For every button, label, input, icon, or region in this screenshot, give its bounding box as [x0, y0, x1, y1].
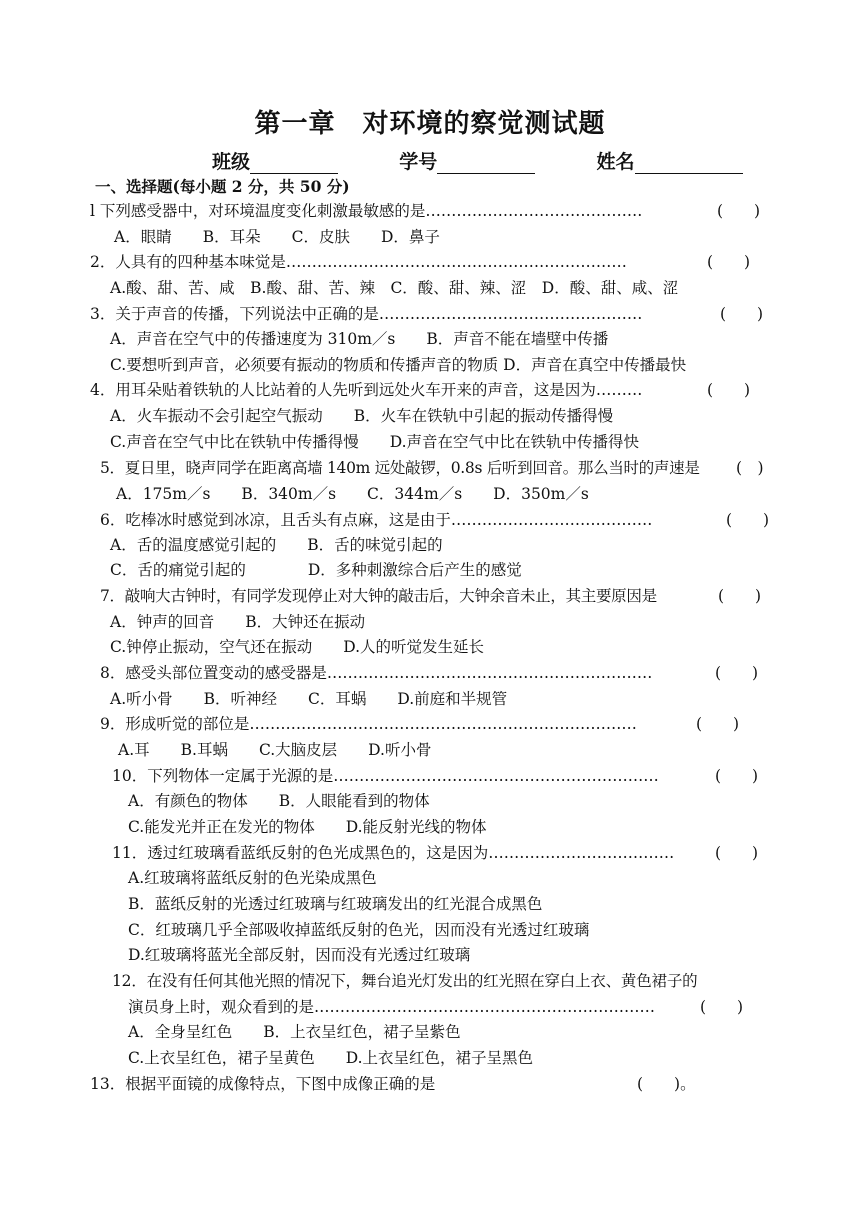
option-line: C.要想听到声音，必须要有振动的物质和传播声音的物质 D．声音在真空中传播最快 [110, 356, 687, 374]
option-line: C．红玻璃几乎全部吸收掉蓝纸反射的色光，因而没有光透过红玻璃 [128, 921, 590, 939]
question-line: 13．根据平面镜的成像特点，下图中成像正确的是 ( )。 [90, 1075, 696, 1093]
student-id-label: 学号 [399, 151, 438, 173]
option-line: C．舌的痛觉引起的 D．多种刺激综合后产生的感觉 [110, 561, 522, 579]
option-line: A．175m／s B．340m／s C．344m／s D．350m／s [116, 485, 589, 503]
option-line: A．有颜色的物体 B．人眼能看到的物体 [128, 792, 430, 810]
option-line: A．钟声的回音 B．大钟还在振动 [110, 613, 366, 631]
name-label: 姓名 [596, 151, 635, 173]
option-line: A．眼睛 B．耳朵 C．皮肤 D．鼻子 [114, 228, 440, 246]
option-line: D.红玻璃将蓝光全部反射，因而没有光透过红玻璃 [128, 946, 471, 964]
question-line: 8．感受头部位置变动的感受器是……………………………………………………… ( ) [100, 664, 759, 682]
class-blank[interactable] [250, 153, 338, 174]
option-line: A．声音在空气中的传播速度为 310m／s B．声音不能在墙壁中传播 [110, 330, 609, 348]
question-line: 3．关于声音的传播，下列说法中正确的是…………………………………………… ( ) [90, 305, 764, 323]
option-line: A.耳 B.耳蜗 C.大脑皮层 D.听小骨 [118, 741, 432, 759]
option-line: C.上衣呈红色，裙子呈黄色 D.上衣呈红色，裙子呈黑色 [128, 1049, 534, 1067]
question-line: 2．人具有的四种基本味觉是………………………………………………………… ( ) [90, 253, 751, 271]
question-line: 11．透过红玻璃看蓝纸反射的色光成黑色的，这是因为……………………………… ( ) [112, 844, 759, 862]
student-id-blank[interactable] [437, 153, 535, 174]
option-line: B．蓝纸反射的光透过红玻璃与红玻璃发出的红光混合成黑色 [128, 895, 543, 913]
question-line: l 下列感受器中，对环境温度变化刺激最敏感的是…………………………………… ( ) [90, 202, 761, 220]
option-line: A．全身呈红色 B．上衣呈红色，裙子呈紫色 [128, 1023, 461, 1041]
section-header: 一、选择题(每小题 2 分，共 50 分) [95, 177, 350, 196]
option-line: C.钟停止振动，空气还在振动 D.人的听觉发生延长 [110, 638, 485, 656]
question-line: 4．用耳朵贴着铁轨的人比站着的人先听到远处火车开来的声音，这是因为……… ( ) [90, 381, 751, 399]
question-line: 10．下列物体一定属于光源的是……………………………………………………… ( ) [112, 767, 759, 785]
option-line: A.红玻璃将蓝纸反射的色光染成黑色 [128, 869, 377, 887]
option-line: C.能发光并正在发光的物体 D.能反射光线的物体 [128, 818, 487, 836]
option-line: C.声音在空气中比在铁轨中传播得慢 D.声音在空气中比在铁轨中传播得快 [110, 433, 640, 451]
student-info-row [212, 147, 743, 174]
option-line: A.听小骨 B．听神经 C．耳蜗 D.前庭和半规管 [110, 690, 508, 708]
option-line: A.酸、甜、苦、咸 B.酸、甜、苦、辣 C．酸、甜、辣、涩 D．酸、甜、咸、涩 [110, 279, 679, 297]
option-line: A．火车振动不会引起空气振动 B．火车在铁轨中引起的振动传播得慢 [110, 407, 614, 425]
question-line: 5．夏日里，晓声同学在距离高墙 140m 远处敲锣，0.8s 后听到回音。那么当时的声速是 ( ) [100, 459, 764, 477]
question-line-continued: 演员身上时，观众看到的是………………………………………………………… ( ) [128, 998, 744, 1016]
class-label: 班级 [212, 151, 251, 173]
question-line: 12．在没有任何其他光照的情况下，舞台追光灯发出的红光照在穿白上衣、黄色裙子的 [112, 972, 698, 990]
page-title: 第一章 对环境的察觉测试题 [254, 109, 606, 139]
question-line: 7．敲响大古钟时，有同学发现停止对大钟的敲击后，大钟余音未止，其主要原因是 ( ) [100, 587, 762, 605]
option-line: A．舌的温度感觉引起的 B．舌的味觉引起的 [110, 536, 443, 554]
question-line: 6．吃棒冰时感觉到冰凉，且舌头有点麻，这是由于………………………………… ( ) [100, 511, 770, 529]
name-blank[interactable] [635, 153, 743, 174]
question-line: 9．形成听觉的部位是………………………………………………………………… ( ) [100, 715, 740, 733]
